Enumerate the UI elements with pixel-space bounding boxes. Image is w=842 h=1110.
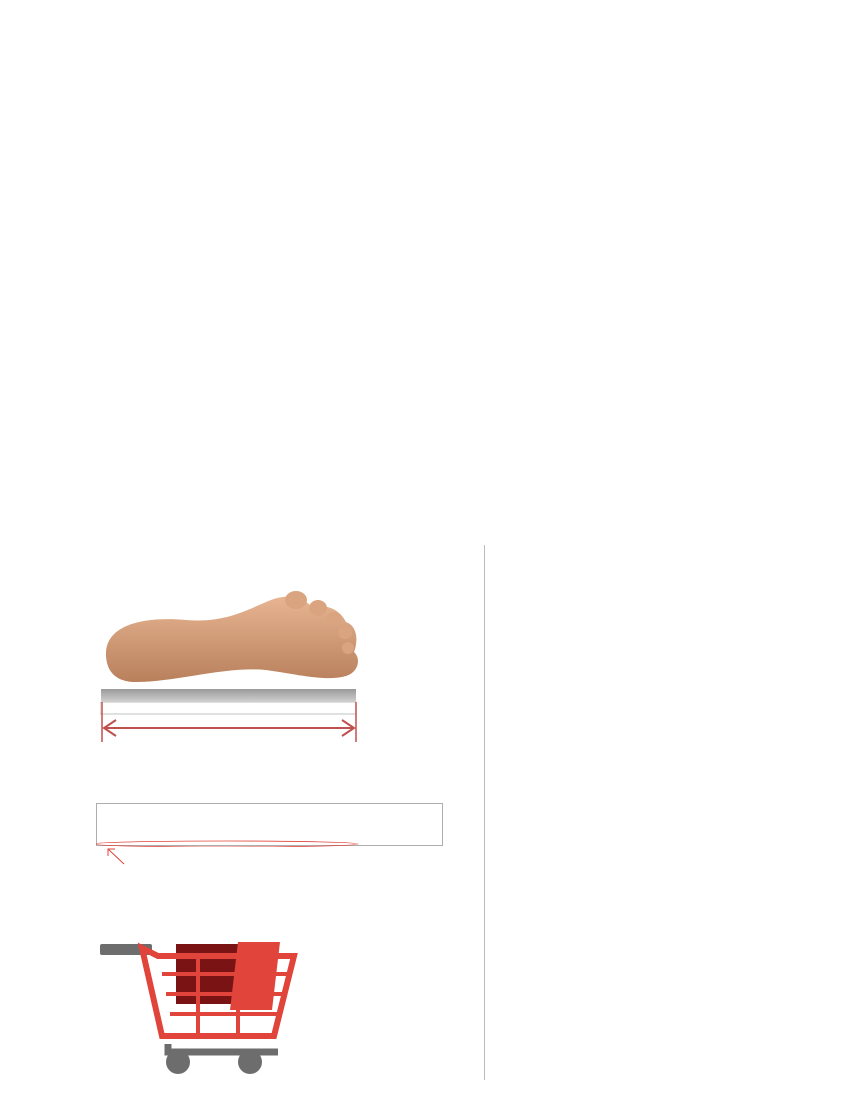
shopping-cart-icon (98, 934, 303, 1079)
ruler-icon (100, 702, 358, 746)
pointer-arrow-icon (104, 846, 130, 868)
column-divider (484, 545, 485, 1080)
size-table-thumbnail-icon (96, 803, 444, 847)
